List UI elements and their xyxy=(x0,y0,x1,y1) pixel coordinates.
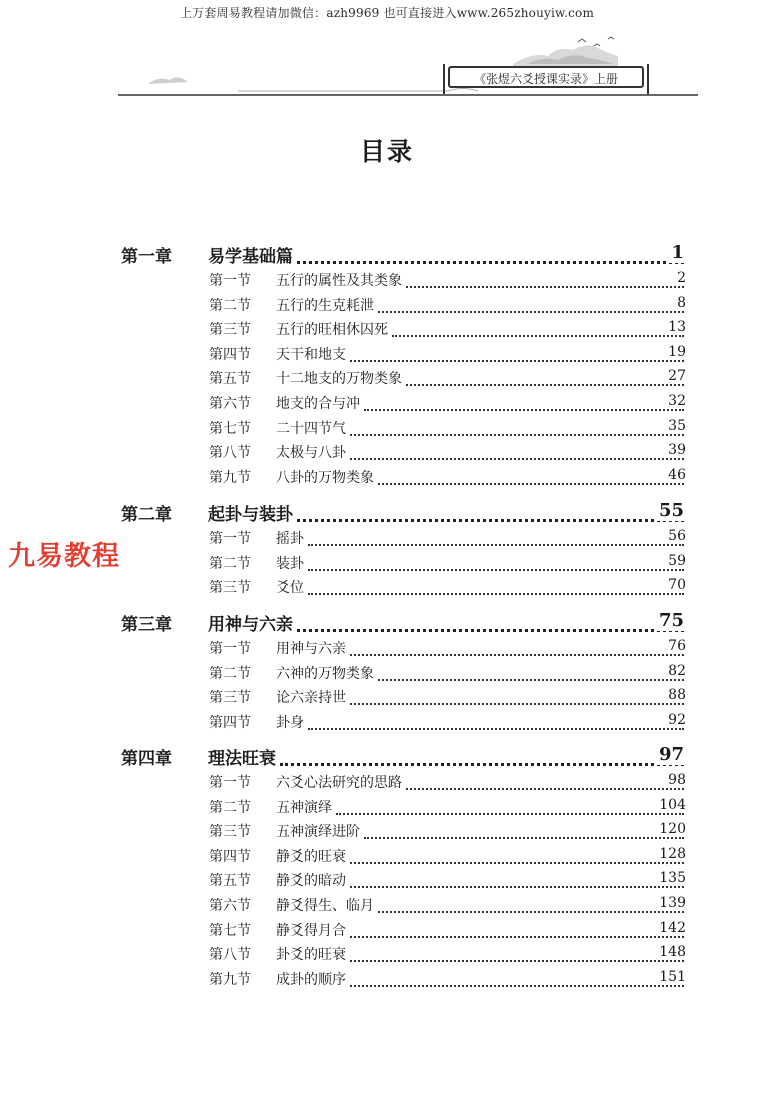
section-page-number: 151 xyxy=(659,968,686,985)
dot-leader xyxy=(406,785,684,790)
dot-leader xyxy=(308,590,684,595)
dot-leader xyxy=(350,982,684,987)
section-number: 第一节 xyxy=(209,641,251,657)
section-title: 五神演绎进阶 xyxy=(276,821,362,841)
section-page-number: 142 xyxy=(659,919,686,936)
section-page-number: 27 xyxy=(668,368,686,385)
chapter-number: 第二章 xyxy=(121,505,172,525)
dot-leader xyxy=(350,957,684,962)
section-number: 第三节 xyxy=(209,690,251,707)
section-title: 静爻的旺衰 xyxy=(276,846,348,866)
section-title: 论六亲持世 xyxy=(276,687,348,707)
section-page-number: 32 xyxy=(668,393,686,409)
section-page-number: 35 xyxy=(668,417,686,434)
chapter-title: 起卦与装卦 xyxy=(208,500,295,525)
section-page-number: 148 xyxy=(659,944,686,961)
chapter-page-number: 75 xyxy=(658,610,684,631)
section-row xyxy=(0,553,774,575)
section-number: 第七节 xyxy=(209,420,251,437)
section-title: 太极与八卦 xyxy=(276,442,348,462)
chapter-row xyxy=(0,744,774,772)
dot-leader xyxy=(392,332,684,337)
dot-leader xyxy=(297,257,684,264)
section-page-number: 76 xyxy=(668,638,686,654)
dot-leader xyxy=(308,566,684,571)
chapter-title: 易学基础篇 xyxy=(208,242,295,267)
dot-leader xyxy=(350,431,684,436)
chapter-title: 理法旺衰 xyxy=(208,744,278,769)
section-number: 第一节 xyxy=(209,273,251,289)
section-number: 第五节 xyxy=(209,371,251,388)
chapter-row xyxy=(0,610,774,638)
section-row xyxy=(0,270,774,292)
section-title: 卦身 xyxy=(276,712,306,732)
section-number: 第五节 xyxy=(209,873,251,890)
section-page-number: 92 xyxy=(668,711,686,728)
section-number: 第六节 xyxy=(209,396,251,412)
section-page-number: 2 xyxy=(677,270,686,286)
section-row xyxy=(0,870,774,892)
section-page-number: 120 xyxy=(659,821,686,838)
section-number: 第四节 xyxy=(209,848,251,865)
chapter-number: 第一章 xyxy=(121,247,172,267)
section-number: 第二节 xyxy=(209,799,251,816)
dot-leader xyxy=(308,725,684,730)
section-page-number: 19 xyxy=(668,343,686,360)
section-number: 第一节 xyxy=(209,775,251,791)
section-number: 第三节 xyxy=(209,322,251,339)
section-title: 静爻得月合 xyxy=(276,920,348,940)
section-title: 静爻得生、临月 xyxy=(276,895,376,915)
section-number: 第二节 xyxy=(209,555,251,572)
dot-leader xyxy=(406,381,684,386)
watermark-text: 九易教程 xyxy=(8,541,120,572)
section-number: 第一节 xyxy=(209,531,251,547)
section-row xyxy=(0,442,774,464)
dot-leader xyxy=(364,834,684,839)
section-title: 地支的合与冲 xyxy=(276,393,362,413)
section-row xyxy=(0,638,774,660)
section-row xyxy=(0,821,774,843)
book-title: 《张煜六爻授课实录》上册 xyxy=(448,66,644,88)
chapter-row xyxy=(0,242,774,270)
section-title: 摇卦 xyxy=(276,528,306,548)
section-title: 五神演绎 xyxy=(276,797,334,817)
dot-leader xyxy=(297,625,684,632)
section-page-number: 104 xyxy=(659,796,686,813)
dot-leader xyxy=(350,651,684,656)
section-row xyxy=(0,944,774,966)
section-page-number: 82 xyxy=(668,662,686,679)
section-title: 成卦的顺序 xyxy=(276,969,348,989)
section-page-number: 56 xyxy=(668,528,686,544)
section-number: 第二节 xyxy=(209,665,251,682)
section-page-number: 98 xyxy=(668,772,686,788)
section-number: 第三节 xyxy=(209,824,251,841)
section-title: 五行的旺相休囚死 xyxy=(276,319,390,339)
section-row xyxy=(0,295,774,317)
section-row xyxy=(0,969,774,991)
section-row xyxy=(0,393,774,415)
dot-leader xyxy=(350,455,684,460)
section-row xyxy=(0,846,774,868)
section-page-number: 128 xyxy=(659,845,686,862)
dot-leader xyxy=(350,700,684,705)
section-number: 第二节 xyxy=(209,297,251,314)
section-title: 六神的万物类象 xyxy=(276,663,376,683)
dot-leader xyxy=(378,676,684,681)
section-row xyxy=(0,368,774,390)
chapter-page-number: 1 xyxy=(671,242,684,263)
section-row xyxy=(0,712,774,734)
page-title: 目录 xyxy=(359,137,414,166)
chapter-title: 用神与六亲 xyxy=(208,610,295,635)
section-title: 爻位 xyxy=(276,577,306,597)
section-row xyxy=(0,467,774,489)
dot-leader xyxy=(336,810,684,815)
section-title: 卦爻的旺衰 xyxy=(276,944,348,964)
section-number: 第六节 xyxy=(209,898,251,914)
dot-leader xyxy=(350,859,684,864)
top-note: 上万套周易教程请加微信：azh9969 也可直接进入www.265zhouyiw.com xyxy=(179,6,595,20)
section-title: 静爻的暗动 xyxy=(276,870,348,890)
section-row xyxy=(0,772,774,794)
dot-leader xyxy=(406,283,684,288)
section-title: 天干和地支 xyxy=(276,344,348,364)
dot-leader xyxy=(350,933,684,938)
chapter-number: 第三章 xyxy=(121,615,172,635)
section-number: 第四节 xyxy=(209,714,251,731)
section-title: 五行的属性及其类象 xyxy=(276,270,404,290)
dot-leader xyxy=(378,480,684,485)
section-row xyxy=(0,344,774,366)
section-title: 十二地支的万物类象 xyxy=(276,368,404,388)
section-number: 第三节 xyxy=(209,580,251,597)
dot-leader xyxy=(364,406,684,411)
section-row xyxy=(0,418,774,440)
section-page-number: 70 xyxy=(668,577,686,594)
section-page-number: 139 xyxy=(659,895,686,911)
section-page-number: 88 xyxy=(668,687,686,704)
dot-leader xyxy=(378,308,684,313)
section-page-number: 46 xyxy=(668,466,686,483)
section-number: 第八节 xyxy=(209,445,251,462)
dot-leader xyxy=(350,883,684,888)
section-title: 装卦 xyxy=(276,553,306,573)
chapter-page-number: 55 xyxy=(658,500,684,521)
section-page-number: 39 xyxy=(668,442,686,459)
section-row xyxy=(0,577,774,599)
section-page-number: 135 xyxy=(659,870,686,887)
section-page-number: 13 xyxy=(668,319,686,336)
chapter-number: 第四章 xyxy=(121,749,172,769)
section-title: 五行的生克耗泄 xyxy=(276,295,376,315)
section-number: 第九节 xyxy=(209,971,251,988)
section-page-number: 8 xyxy=(677,294,686,311)
chapter-row xyxy=(0,500,774,528)
section-row xyxy=(0,687,774,709)
section-number: 第九节 xyxy=(209,469,251,486)
section-title: 六爻心法研究的思路 xyxy=(276,772,404,792)
section-title: 用神与六亲 xyxy=(276,638,348,658)
section-row xyxy=(0,920,774,942)
dot-leader xyxy=(308,541,684,546)
chapter-page-number: 97 xyxy=(658,744,684,765)
dot-leader xyxy=(378,908,684,913)
dot-leader xyxy=(280,759,684,766)
section-row xyxy=(0,895,774,917)
section-row xyxy=(0,663,774,685)
section-title: 八卦的万物类象 xyxy=(276,467,376,487)
section-page-number: 59 xyxy=(668,552,686,569)
section-row xyxy=(0,797,774,819)
section-number: 第四节 xyxy=(209,346,251,363)
section-title: 二十四节气 xyxy=(276,418,348,438)
section-number: 第七节 xyxy=(209,922,251,939)
section-number: 第八节 xyxy=(209,947,251,964)
section-row xyxy=(0,528,774,550)
dot-leader xyxy=(297,515,684,522)
dot-leader xyxy=(350,357,684,362)
section-row xyxy=(0,319,774,341)
